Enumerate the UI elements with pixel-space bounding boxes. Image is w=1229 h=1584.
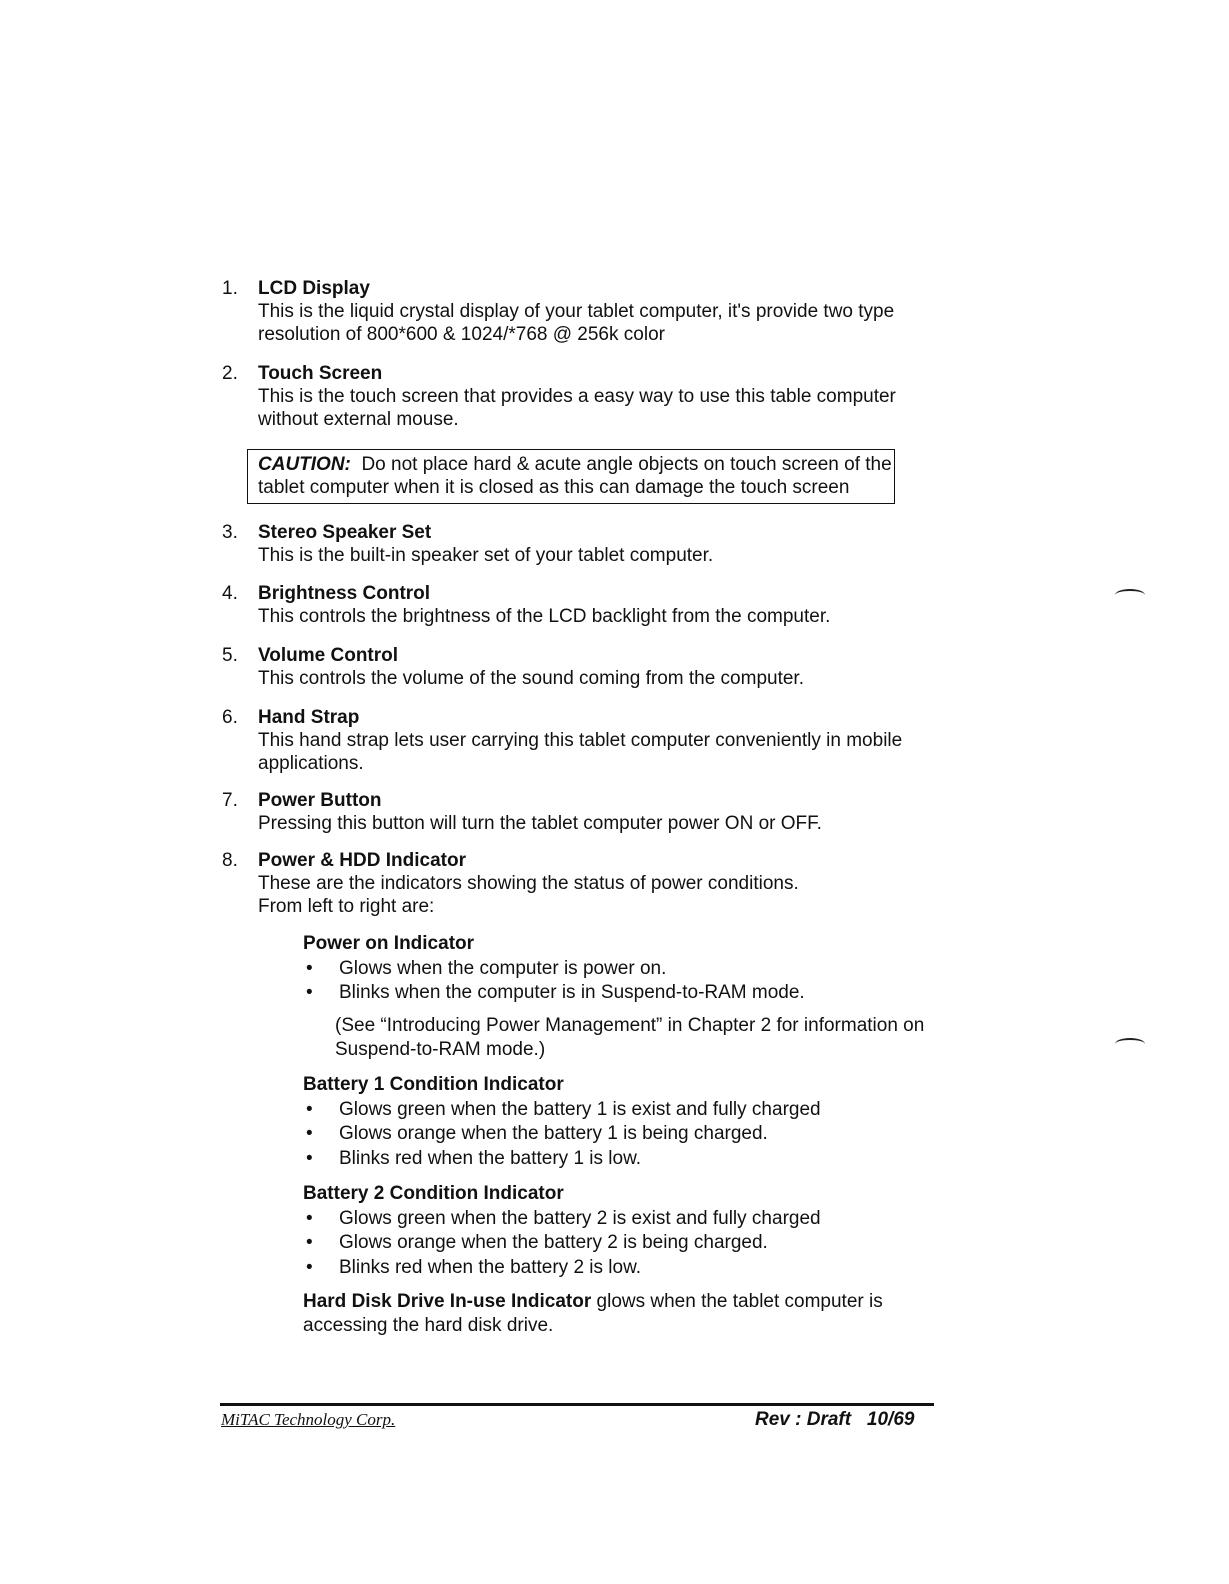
item-description: These are the indicators showing the status of power conditions. (258, 873, 799, 894)
binding-hole-mark (1115, 589, 1145, 601)
footer-company: MiTAC Technology Corp. (221, 1410, 396, 1429)
item-description: Pressing this button will turn the tablet computer power ON or OFF. (258, 813, 822, 834)
power-on-indicator-section (303, 932, 943, 1006)
item-title: Volume Control (258, 645, 399, 666)
list-item-stereo-speaker (222, 521, 932, 567)
hdd-indicator-paragraph (303, 1290, 943, 1338)
item-description: This is the built-in speaker set of your tablet computer. (258, 545, 714, 566)
item-number: 3. (222, 522, 238, 543)
caution-box (247, 449, 895, 504)
item-title: Brightness Control (258, 583, 431, 604)
bullet-item: • Glows orange when the battery 2 is being charged. (303, 1231, 943, 1256)
list-item-power-button (222, 789, 932, 835)
item-number: 1. (222, 278, 238, 299)
bullet-item: • Blinks red when the battery 1 is low. (303, 1147, 943, 1172)
bullet-item: • Blinks when the computer is in Suspend-to-RAM mode. (303, 981, 943, 1006)
caution-text: Do not place hard & acute angle objects on touch screen of the tablet computer when it is closed as this can damage the touch screen (258, 454, 892, 498)
bullet-item: • Glows green when the battery 1 is exist and fully charged (303, 1098, 943, 1123)
see-note: (See “Introducing Power Management” in Chapter 2 for information on Suspend-to-RAM mode.) (335, 1015, 925, 1060)
section-heading: Battery 2 Condition Indicator (303, 1183, 564, 1204)
list-item-power-hdd-indicator (222, 849, 932, 918)
list-item-brightness-control (222, 582, 932, 628)
section-heading: Battery 1 Condition Indicator (303, 1074, 564, 1095)
item-description: This controls the brightness of the LCD backlight from the computer. (258, 606, 831, 627)
list-item-touch-screen (222, 362, 932, 431)
binding-hole-mark (1115, 1038, 1145, 1050)
hdd-indicator-text: glows when the tablet computer is accessing the hard disk drive. (303, 1291, 883, 1336)
bullet-item: • Glows orange when the battery 1 is being charged. (303, 1122, 943, 1147)
hdd-indicator-label: Hard Disk Drive In-use Indicator (303, 1291, 592, 1312)
footer-divider (220, 1403, 934, 1406)
bullet-item: • Blinks red when the battery 2 is low. (303, 1256, 943, 1281)
item-title: Power Button (258, 790, 382, 811)
revision-label: Rev : Draft (755, 1409, 852, 1430)
item-description: This is the touch screen that provides a easy way to use this table computer without external mouse. (258, 386, 896, 430)
item-description: This controls the volume of the sound coming from the computer. (258, 668, 804, 689)
item-title: LCD Display (258, 278, 370, 299)
item-description: This is the liquid crystal display of your tablet computer, it's provide two type resolution of 800*600 & 1024/*768 @ 256k color (258, 301, 895, 345)
item-title: Touch Screen (258, 363, 383, 384)
page-number: 10/69 (866, 1409, 915, 1430)
item-description: This hand strap lets user carrying this tablet computer conveniently in mobile applications. (258, 730, 903, 774)
item-title: Stereo Speaker Set (258, 522, 432, 543)
bullet-item: • Glows green when the battery 2 is exist and fully charged (303, 1207, 943, 1232)
battery-2-indicator-section (303, 1182, 943, 1280)
caution-label: CAUTION: (258, 454, 351, 475)
item-number: 5. (222, 645, 238, 666)
item-title: Power & HDD Indicator (258, 850, 466, 871)
item-description-line2: From left to right are: (258, 896, 435, 917)
item-number: 6. (222, 707, 238, 728)
item-number: 8. (222, 850, 238, 871)
list-item-volume-control (222, 644, 932, 690)
bullet-item: • Glows when the computer is power on. (303, 957, 943, 982)
battery-1-indicator-section (303, 1073, 943, 1171)
item-number: 7. (222, 790, 238, 811)
item-number: 4. (222, 583, 238, 604)
list-item-lcd-display (222, 277, 932, 346)
list-item-hand-strap (222, 706, 932, 775)
item-title: Hand Strap (258, 707, 360, 728)
item-number: 2. (222, 363, 238, 384)
section-heading: Power on Indicator (303, 933, 475, 954)
footer-revision (755, 1409, 914, 1431)
